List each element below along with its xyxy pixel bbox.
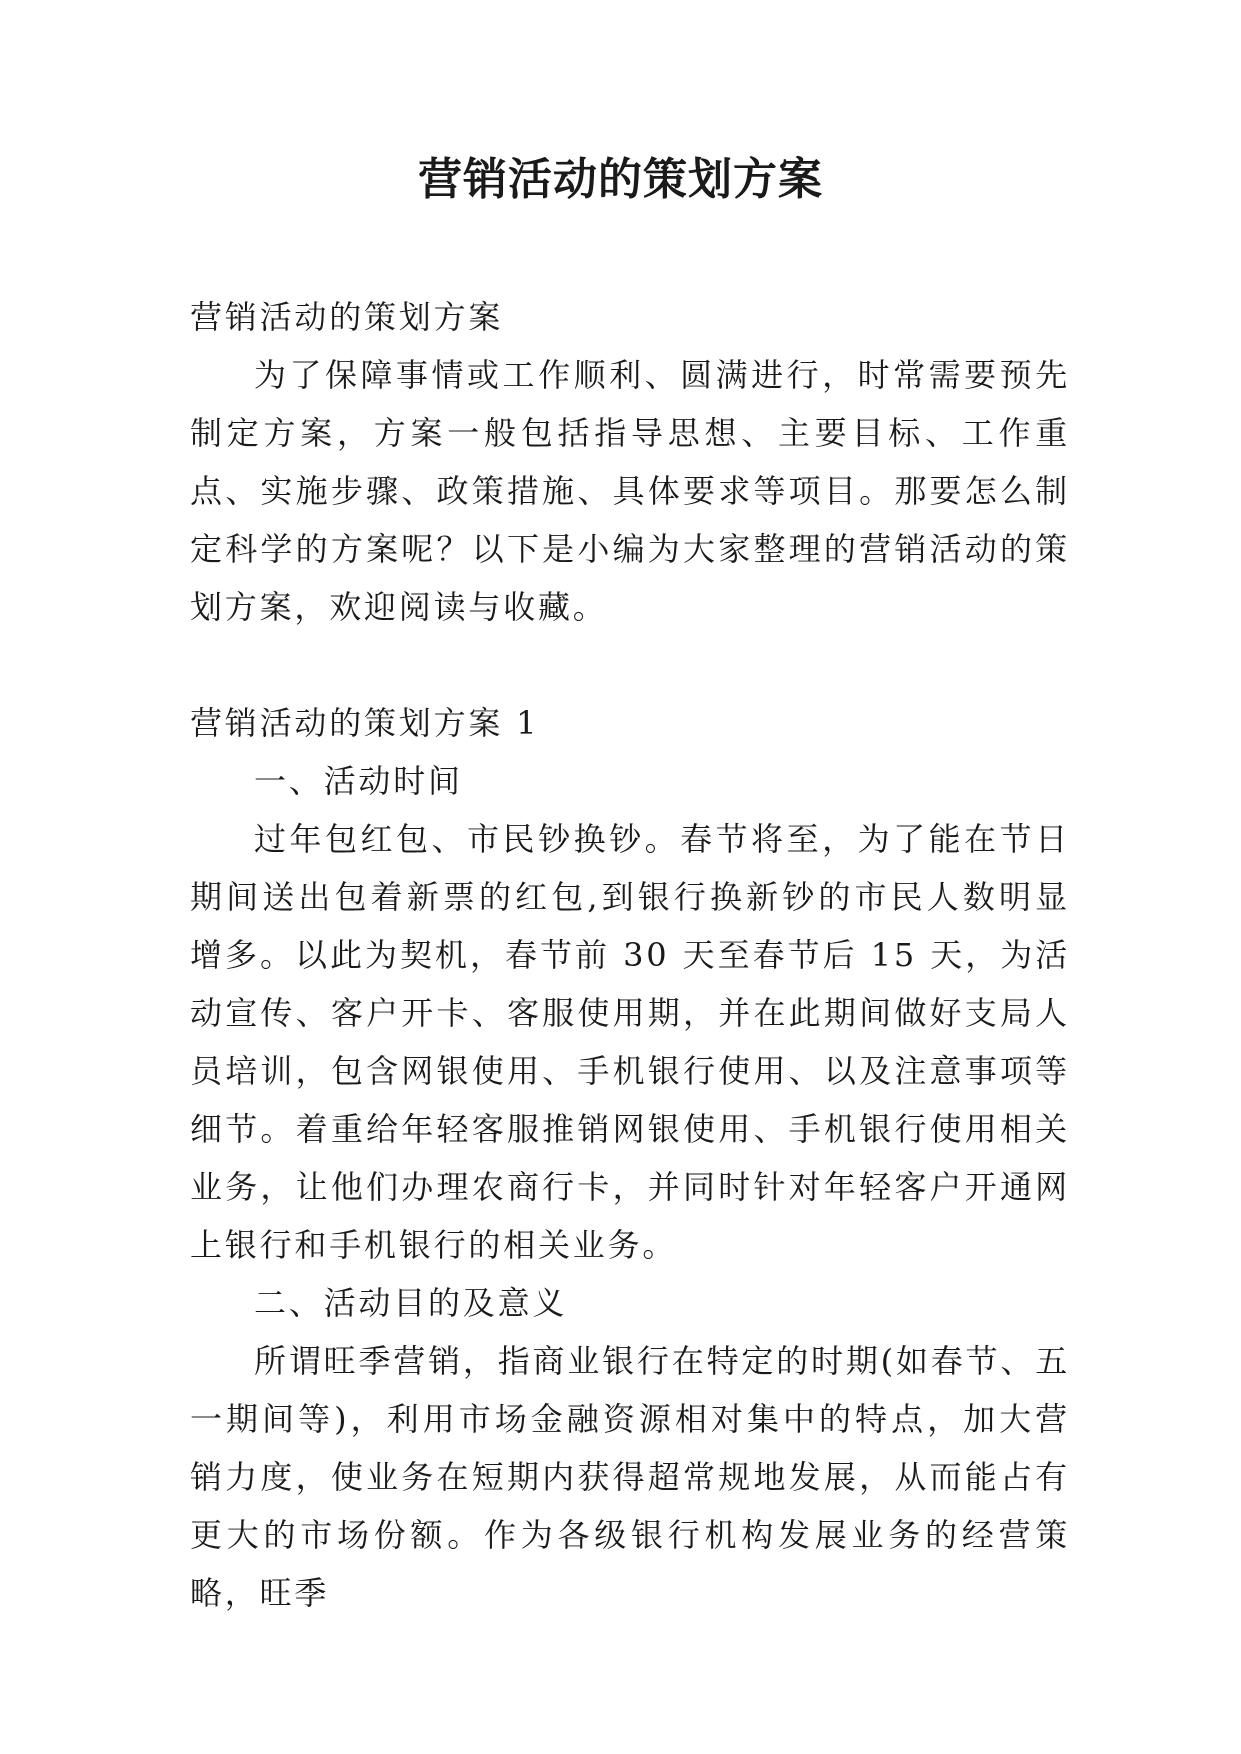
subsection-heading-activity-time: 一、活动时间 [254, 762, 463, 800]
body-paragraph-purpose: 所谓旺季营销，指商业银行在特定的时期(如春节、五一期间等)，利用市场金融资源相对集中的特点，加大营销力度，使业务在短期内获得超常规地发展，从而能占有更大的市场份额。作为各级银行机构发展业务的经营策略，旺季 [190, 1342, 1070, 1612]
document-title: 营销活动的策划方案 [418, 154, 823, 205]
section-heading: 营销活动的策划方案 [190, 298, 504, 336]
intro-paragraph: 为了保障事情或工作顺利、圆满进行，时常需要预先制定方案，方案一般包括指导思想、主要目标、工作重点、实施步骤、政策措施、具体要求等项目。那要怎么制定科学的方案呢？以下是小编为大家整理的营销活动的策划方案，欢迎阅读与收藏。 [190, 356, 1070, 626]
body-paragraph-activity-time: 过年包红包、市民钞换钞。春节将至，为了能在节日期间送出包着新票的红包,到银行换新钞的市民人数明显增多。以此为契机，春节前 30 天至春节后 15 天，为活动宣传、客户开卡、客服使用期，并在此期间做好支局人员培训，包含网银使用、手机银行使用、以及注意事项等细节。着重给年轻客服推销网银使用、手机银行使用相关业务，让他们办理农商行卡，并同时针对年轻客户开通网上银行和手机银行的相关业务。 [190, 820, 1070, 1264]
plan-heading: 营销活动的策划方案 1 [190, 704, 540, 742]
subsection-heading-purpose: 二、活动目的及意义 [254, 1284, 568, 1322]
document-body [190, 288, 1070, 1622]
